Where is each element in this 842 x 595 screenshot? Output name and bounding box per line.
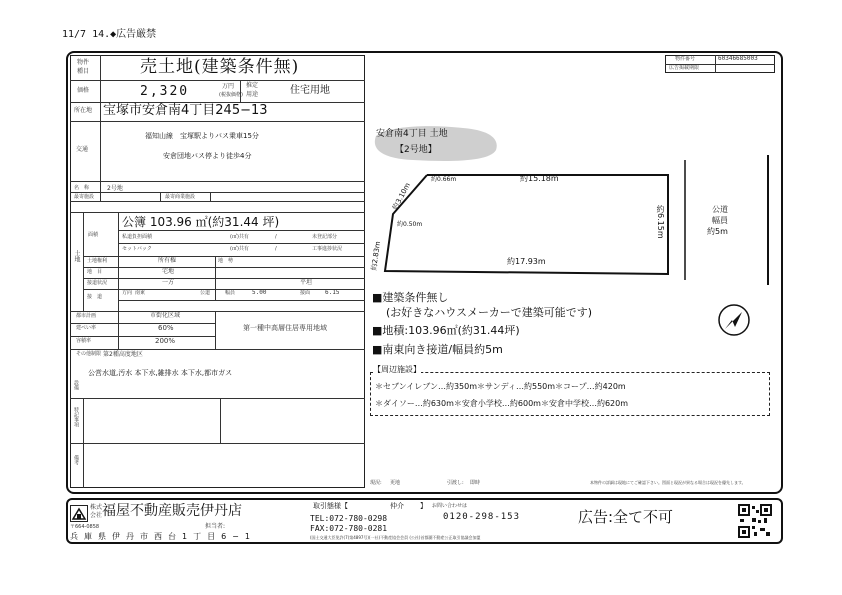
- tel: TEL:072-780-0298: [310, 514, 388, 523]
- category-value: 宅地: [162, 268, 175, 275]
- transport-label: 交通: [76, 146, 89, 153]
- status-label: 接道状況: [87, 280, 108, 286]
- slash-1: /: [275, 234, 277, 240]
- mode-end: 】: [420, 502, 427, 510]
- road-type: 南東: [135, 290, 146, 296]
- company-small-2: 会社: [90, 512, 103, 519]
- mode-value: 仲介: [390, 502, 404, 510]
- price-unit-1: 万円: [222, 83, 235, 90]
- setback: セットバック: [122, 246, 152, 252]
- feature-1: ■建築条件無し: [372, 291, 449, 304]
- notes-label: 特記事項: [73, 407, 79, 427]
- transport-line-2: 安倉団地バス停より徒歩4分: [163, 152, 252, 160]
- other-label: その他制限: [76, 351, 102, 357]
- road-label-1: 公道: [712, 205, 728, 214]
- nearby-box: [370, 372, 770, 416]
- company-name: 福屋不動産販売伊丹店: [102, 503, 242, 519]
- utilities-label: 設備: [73, 380, 79, 390]
- rights-value: 所有権: [158, 257, 177, 264]
- disclaimer: 本物件の詳細は現地にてご確認下さい。図面と現況が異なる場合は現況を優先します。: [590, 480, 746, 485]
- city-plan-label: 都市計画: [76, 313, 97, 319]
- header-code: 11/7 14.◆広告厳禁: [62, 29, 157, 40]
- free-dial: 0120-298-153: [443, 512, 521, 522]
- contact-len-value: 6.15: [325, 289, 340, 296]
- name-value: 2号地: [107, 185, 123, 192]
- dim-small-top: 約0.66m: [431, 176, 457, 183]
- company-small-1: 株式: [90, 504, 103, 511]
- id-label: 物件番号: [675, 56, 696, 62]
- zone-value: 第一種中高層住居専用地域: [243, 324, 327, 332]
- left-table: [70, 55, 365, 488]
- remarks-label: 備考: [73, 455, 79, 465]
- status-value: 一方: [162, 279, 175, 286]
- utilities-value: 公営水道,汚水 本下水,雑排水 本下水,都市ガス: [88, 369, 233, 377]
- contact-len-label: 接面: [300, 290, 311, 296]
- sec-label-2: 最寄商業施設: [165, 194, 196, 200]
- sec-label: 最寄施設: [74, 194, 95, 200]
- zoning-label-2: 用途: [246, 91, 259, 98]
- license: (国土交通大臣免許(7)第4897号)(一社)不動産協会会員 (公社)首都圏不動産公正取引協議会加盟: [310, 535, 481, 540]
- dim-right: 約6.15m: [656, 205, 665, 239]
- private-road: 私道負担面積: [122, 234, 153, 240]
- pending-2: 工事進捗状況: [312, 246, 343, 252]
- area-text: 公簿 103.96 ㎡(約31.44 坪): [122, 215, 280, 229]
- mode-label: 取引態様【: [313, 502, 348, 510]
- delivery-label: 引渡し:: [447, 480, 464, 486]
- terrain-label-a: 地 勢: [218, 258, 234, 264]
- far-label: 容積率: [76, 338, 92, 344]
- inquiry: お問い合わせは: [432, 503, 468, 509]
- price-label: 価格: [77, 87, 90, 94]
- name-label: 名 称: [74, 185, 90, 191]
- kind-label-2: 種目: [77, 68, 90, 75]
- rights-label: 土地権利: [87, 258, 108, 264]
- contact-label: 接 道: [87, 294, 103, 300]
- feature-3: ■南東向き接道/幅員約5m: [372, 343, 503, 356]
- price-value: 2,320: [140, 84, 190, 99]
- dim-left-upper: 約3.10m: [391, 181, 412, 212]
- zoning-label-1: 推定: [246, 82, 259, 89]
- other-value: 第2種高度地区: [103, 351, 143, 358]
- publish-label: 広告掲載期限: [669, 65, 700, 71]
- fax: FAX:072-780-0281: [310, 524, 388, 533]
- slash-2: /: [275, 246, 277, 252]
- road-dir: 方向: [122, 290, 133, 296]
- dim-bottom: 約17.93m: [507, 257, 546, 266]
- page-title: 売土地(建築条件無): [140, 57, 300, 77]
- map-caption-1: 安倉南4丁目 土地: [376, 129, 448, 139]
- transport-line-1: 福知山線 宝塚駅よりバス乗車15分: [145, 132, 259, 140]
- road-width-label: 幅員: [225, 290, 236, 296]
- qr-code-icon: [738, 504, 772, 538]
- id-value: 60346685003: [718, 55, 758, 62]
- bcr-label: 建ぺい率: [76, 325, 97, 331]
- postal: 〒664-0858: [70, 524, 100, 530]
- terrain-value: 平坦: [300, 279, 313, 286]
- current-value: 更地: [390, 480, 401, 486]
- feature-2: ■地積:103.96㎡(約31.44坪): [372, 324, 520, 337]
- ad-label: 広告:全て不可: [578, 508, 674, 526]
- bcr-value: 60%: [158, 324, 174, 332]
- north-arrow-icon: [717, 303, 751, 337]
- share-label-2: (㎡)共有: [230, 246, 249, 252]
- map-caption-2: 【2号地】: [395, 145, 437, 155]
- category-label: 地 目: [87, 269, 103, 275]
- address-label: 所在地: [74, 107, 93, 114]
- price-unit-2: (税抜価格): [219, 92, 243, 98]
- share-label-1: (㎡)共有: [230, 234, 249, 240]
- use-value: 住宅用地: [290, 85, 330, 96]
- city-plan-value: 市街化区域: [150, 312, 181, 319]
- nearby-title: 【周辺施設】: [373, 365, 421, 374]
- feature-1-sub: (お好きなハウスメーカーで建築可能です): [386, 306, 593, 319]
- kind-label-1: 物件: [77, 59, 90, 66]
- delivery-value: 即時: [470, 480, 481, 486]
- company-address: 兵庫県伊丹市西台1丁目6−1: [70, 532, 256, 541]
- pending-1: 未登記部分: [312, 234, 338, 240]
- address-value: 宝塚市安倉南4丁目245−13: [103, 103, 268, 118]
- road-label-3: 約5m: [707, 227, 728, 236]
- nearby-line-1: ＊セブンイレブン…約350m＊サンディ…約550m＊コープ…約420m: [375, 382, 626, 391]
- current-label: 現況:: [370, 480, 382, 486]
- road-kind: 公道: [200, 290, 211, 296]
- dim-left-lower: 約2.83m: [370, 240, 383, 271]
- far-value: 200%: [155, 337, 176, 345]
- nearby-line-2: ＊ダイソー…約630m＊安倉小学校…約600m＊安倉中学校…約620m: [375, 399, 629, 408]
- road-label-2: 幅員: [712, 216, 728, 225]
- logo-icon: [70, 505, 88, 522]
- area-row-label: 面積: [88, 232, 99, 238]
- staff-label: 担当者:: [205, 523, 226, 530]
- dim-small-mid: 約0.50m: [397, 221, 423, 228]
- land-label: 土地: [73, 250, 80, 262]
- road-width-value: 5.00: [252, 289, 267, 296]
- dim-top: 約15.18m: [520, 174, 559, 183]
